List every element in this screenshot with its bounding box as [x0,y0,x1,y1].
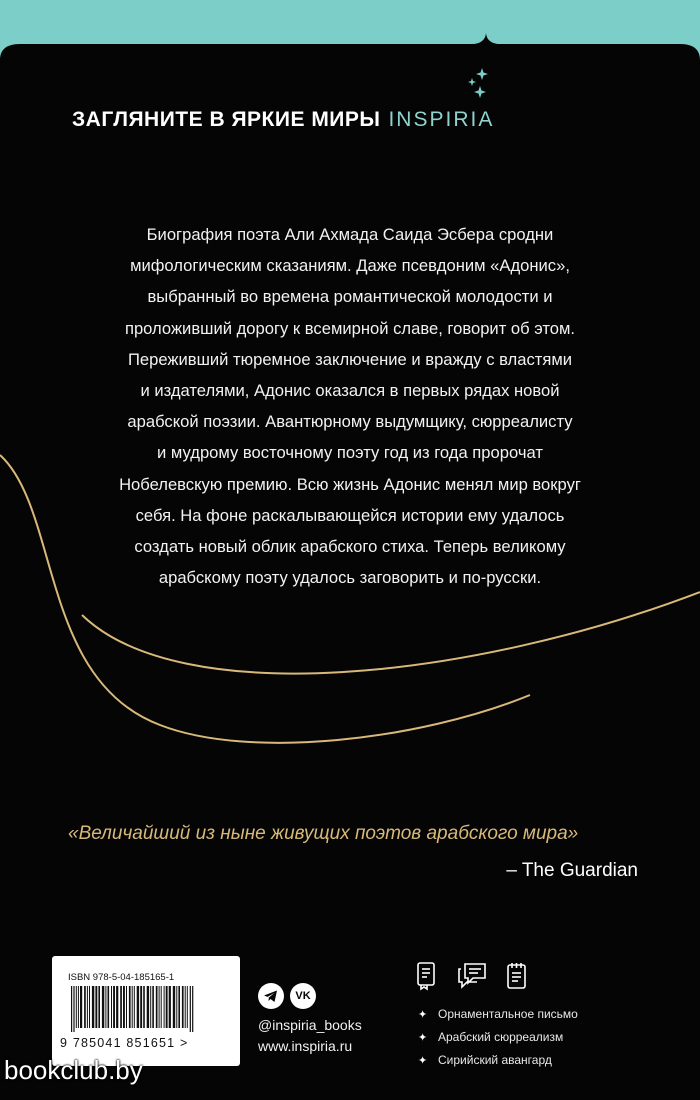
barcode-plate [52,956,240,1066]
website-link[interactable]: www.inspiria.ru [258,1038,353,1054]
star-bullet-icon: ✦ [418,1055,428,1067]
description-line: выбранный во времена романтической молодости и [147,287,553,307]
description-line: и издателями, Адонис оказался в первых рядах новой [140,381,560,401]
feature-icons [415,961,535,991]
isbn-number: ISBN 978-5-04-185165-1 [68,972,175,983]
chat-icon [459,964,485,987]
decorative-gold-curves [0,440,700,770]
description-line: создать новый облик арабского стиха. Теперь великому [134,537,566,557]
brand-name: INSPIRIA [388,108,495,131]
feature-label: Сирийский авангард [438,1053,552,1067]
star-bullet-icon: ✦ [418,1009,428,1021]
feature-list [418,1007,678,1076]
telegram-icon[interactable] [258,983,284,1009]
description-line: Переживший тюремное заключение и вражду с властями [127,349,573,369]
description-line: проложивший дорогу к всемирной славе, говорит об этом. [124,318,576,338]
barcode-digits: 9 785041 851651 > [60,1036,189,1050]
quote-source: – The Guardian [506,860,638,881]
sparkles-icon [464,66,494,102]
list-item [418,1030,678,1053]
list-item [418,1053,678,1076]
header-line [72,108,592,132]
review-quote: «Величайший из ныне живущих поэтов арабского мира» [68,823,579,844]
feature-label: Арабский сюрреализм [438,1030,564,1044]
description-line: мифологическим сказаниям. Даже псевдоним «Адонис», [130,256,570,276]
description-line: Нобелевскую премию. Всю жизнь Адонис менял мир вокруг [119,474,581,494]
top-teal-band [0,0,700,60]
social-icons [258,983,338,1011]
telegram-glyph [258,983,284,1009]
star-bullet-icon: ✦ [418,1032,428,1044]
description-line: и мудрому восточному поэту год из года пророчат [157,443,543,463]
feature-label: Орнаментальное письмо [438,1007,578,1021]
description-line: арабскому поэту удалось заговорить и по-русски. [158,568,542,588]
vk-icon[interactable] [290,983,316,1009]
vk-label: VK [295,990,311,1002]
description-line: Биография поэта Али Ахмада Саида Эсбера сродни [146,225,554,244]
barcode [70,986,232,1032]
social-handle: @inspiria_books [258,1017,362,1033]
book-icon [418,963,434,989]
list-item [418,1007,678,1030]
watermark: bookclub.by [4,1055,143,1085]
description-line: себя. На фоне раскалывающейся истории ему удалось [135,505,565,525]
description-line: арабской поэзии. Авантюрному выдумщику, сюрреалисту [127,412,573,432]
notepad-icon [508,963,525,988]
header-title: ЗАГЛЯНИТЕ В ЯРКИЕ МИРЫ [72,108,381,131]
